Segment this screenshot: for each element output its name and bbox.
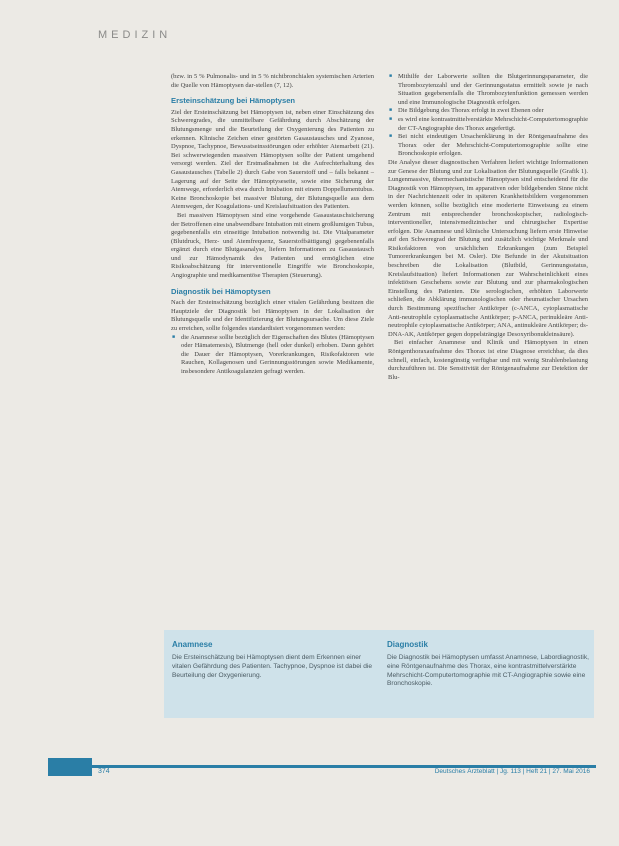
section-header: MEDIZIN xyxy=(98,29,172,41)
box-text: Die Ersteinschätzung bei Hämoptysen dient dem Erkennen einer vitalen Gefährdung des Patienten. Tachypnoe, Dyspnoe ist dabei die Beurteilung der Oxygenierung. xyxy=(172,654,373,679)
left-column xyxy=(171,73,374,377)
paragraph: Bei massiven Hämoptysen sind eine vorgehende Gasaustauschsicherung der Betroffenen eine unabwendbare Intubation mit einem großlumigen Tubus, gegebenenfalls ein einseitige Intubation notwendig ist. Die Vitalparameter (Blutdruck, Herz- und Atemfrequenz, Sauerstoffsättigung) gegebenenfalls ergänzt durch eine Blutgasanalyse, liefern Informationen zu Gasaustausch und zur Hämodynamik des Patienten und ermöglichen eine Risikoabschätzung für interventionelle Eingriffe wie Bronchoskopie, Angiographie und medikamentöse Therapien (Steuerung). xyxy=(171,211,374,280)
intro-paragraph: (bzw. in 5 % Pulmonalis- und in 5 % nichtbronchialen systemischen Arterien die Quelle von Hämoptysen dar-stellen (7, 12). xyxy=(171,73,374,89)
summary-box-anamnese xyxy=(172,640,376,680)
box-title: Anamnese xyxy=(172,640,213,649)
paragraph: Nach der Ersteinschätzung bezüglich einer vitalen Gefährdung besitzen die Hauptziele der Diagnostik bei Hämoptysen in der Lokalisation der Blutungsquelle und der Identifizierung der Blutungsursache. Um diese Ziele zu erreichen, sollte folgendes standardisiert vorgenommen werden: xyxy=(171,299,374,333)
summary-box-diagnostik xyxy=(387,640,589,689)
heading-diagnostik: Diagnostik bei Hämoptysen xyxy=(171,286,271,296)
bullet-item: ■ die Anamnese sollte bezüglich der Eigenschaften des Blutes (Hämoptysen oder Hämatemesis), Blutmenge (hell oder dunkel) erhoben. Dann gehört die Dauer der Hämoptysen, Vorerkrankungen, Risikofaktoren wie Rauchen, Kollagenosen und Gerinnungsstörungen sowie Medikamente, insbesondere Antikoagulanzien gefragt werden. xyxy=(171,334,374,377)
summary-panel xyxy=(164,630,594,718)
right-column xyxy=(388,73,588,382)
page-number: 374 xyxy=(98,768,110,775)
box-title: Diagnostik xyxy=(387,640,428,649)
bullet-item: ■ es wird eine kontrastmittelverstärkte Mehrschicht-Computertomographie der CT-Angiographie des Thorax angefertigt. xyxy=(388,116,588,133)
page-badge xyxy=(48,758,92,776)
bullet-item: ■ Bei nicht eindeutigen Ursachenklärung in der Röntgenaufnahme des Thorax oder der Mehrschicht-Computertomographie sollte eine Bronchoskopie erfolgen. xyxy=(388,133,588,159)
journal-citation: Deutsches Ärzteblatt | Jg. 113 | Heft 21 | 27. Mai 2016 xyxy=(434,768,590,775)
bullet-item: ■ Mithilfe der Laborwerte sollten die Blutgerinnungsparameter, die Thrombozytenzahl und der Gerinnungsstatus ermittelt sowie je nach Situation gegebenenfalls die Thrombozytenfunktion gemessen werden und eine Immunologische Diagnostik erfolgen. xyxy=(388,73,588,107)
paragraph: Bei einfacher Anamnese und Klinik und Hämoptysen in einen Röntgenthoraxaufnahme des Thorax ist eine Diagnose erreichbar, da dies schnell, einfach, kostengünstig verfügbar und mit wenig Strahlenbelastung durchzuführen ist. Die Sensitivität der Röntgenaufnahme zur Detektion der Blu- xyxy=(388,339,588,381)
bullet-item: ■ Die Bildgebung des Thorax erfolgt in zwei Ebenen oder xyxy=(388,107,588,116)
box-text: Die Diagnostik bei Hämoptysen umfasst Anamnese, Labordiagnostik, eine Röntgenaufnahme des Thorax, eine kontrastmittelverstärkte Mehrschicht-Computertomographie mit CT-Angiographie sowie eine Bronchoskopie. xyxy=(387,654,589,688)
paragraph: Ziel der Ersteinschätzung bei Hämoptysen ist, neben einer Einschätzung des Schweregrades, die unmittelbare Gefährdung durch Abschätzung der Blutungsmenge und die Beurteilung der Oxygenierung des Patienten zu erkennen. Klinische Zeichen einer gestörten Gasaustausches und Zyanose, Dyspnoe, Tachypnoe, Bewusstseinsstörungen oder erhöhter Atemarbeit (21). Bei schwerwiegenden massiven Hämoptysen sollte der Patient umgehend versorgt werden. Ziel der Erstmaßnahmen ist die Aufrechterhaltung des Gasaustausches (Tabelle 2) durch Gabe von Sauerstoff und – falls bekannt – Lagerung auf der Seite der Hämoptyseseite, sowie eine Sicherung der Atemwege, erforderlich etwa durch Intubation mit einem Doppellumentubus. Keine Bronchoskopie bei massiver Blutung, der Blutungsquelle aus dem Atemwegen, der Koagulations- und Kreislaufsituation des Patienten. xyxy=(171,108,374,211)
heading-ersteinschaetzung: Ersteinschätzung bei Hämoptysen xyxy=(171,96,296,106)
paragraph: Die Analyse dieser diagnostischen Verfahren liefert wichtige Informationen zur Genese der Blutung und zur Lokalisation der Blutungsquelle (Grafik 1). Lungenmassive, übermechanistische Hämoptysen sind entscheidend für die Diagnostik von Hämoptysen, im apparativen oder bildgebenden Sinne nicht in der Nachrichtenzeit oder in späteren Krankheitsbildern vorgenommen werden können, sollte bezüglich eine moderierte Einweisung zu einem Zentrum mit entsprechender bronchoskopischer, radiologisch-interventioneller, intensivmedizinischer und chirurgischer Expertise erfolgen. Die Anamnese und klinische Untersuchung liefern erste Hinweise auf den Schweregrad der Blutung und zusätzlich wichtige Merkmale und Risikofaktoren von ursächlichen Erkrankungen (zum Beispiel Tumorerkrankungen bei M. Osler). Die Befunde in der Akutsituation beschreiben die Lokalisation (Blutbild, Gerinnungsstatus, Kreislaufsituation) liefert Informationen zur Wahrscheinlichkeit eines infektiösen Geschehens sowie zur Blutung und zur pharmakologischen Einstellung des Patienten. Die serologischen, erhöhten Laborwerte schließen, die Abklärung immunologischen oder rheumatischer Ursachen durch Bestimmung spezifischer Antikörper (c-ANCA, cytoplasmatische Anti-neutrophile cytoplasmatische Antikörper; p-ANCA, perinukleäre Anti-neutrophile cytoplasmatische Antikörper; ANA, antinukleäre Antikörper; ds-DNA-AK, Antikörper gegen doppelsträngige Desoxyribonukleinsäure). xyxy=(388,158,588,338)
